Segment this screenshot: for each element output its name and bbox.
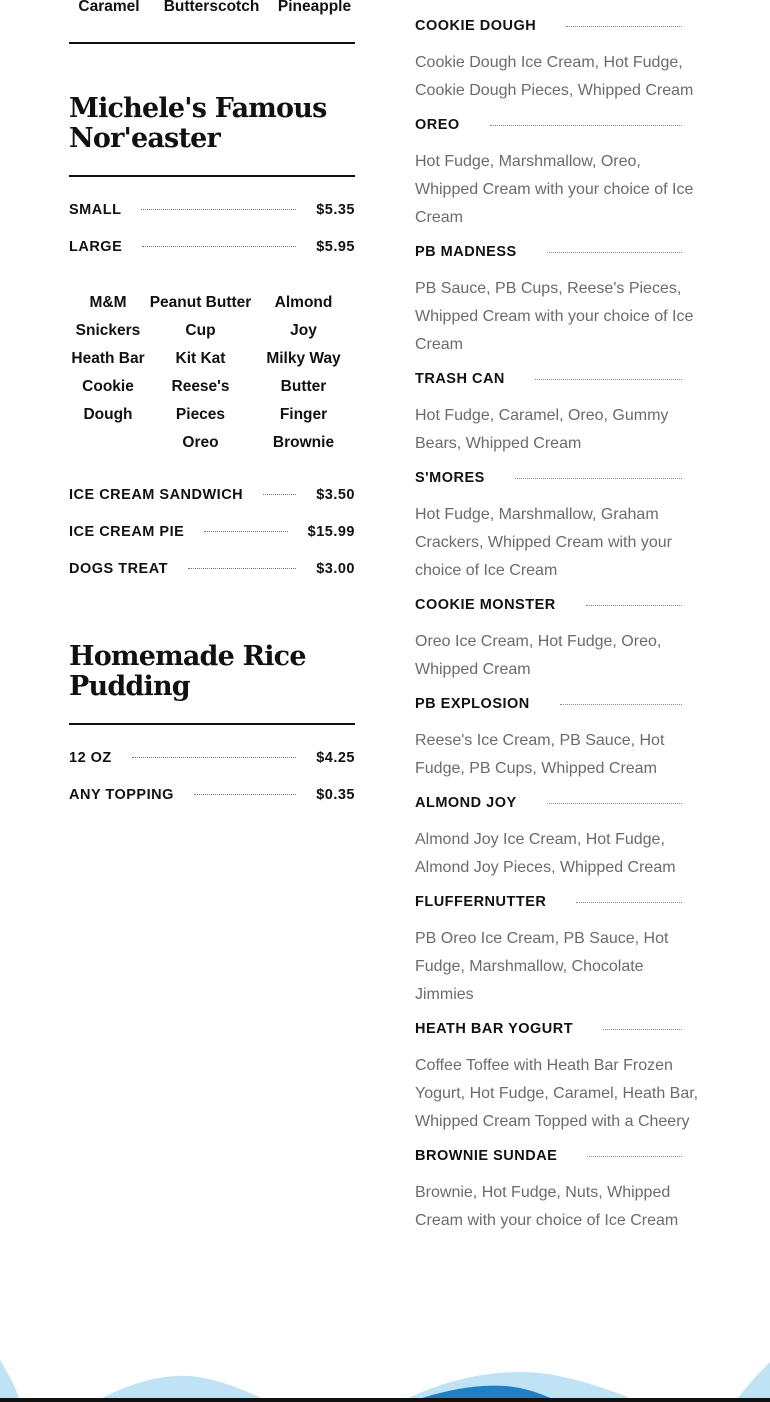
topping-item: Kit Kat [175,350,226,367]
sundae-name: FLUFFERNUTTER [415,894,547,910]
bottom-bar [0,1398,770,1402]
topping-item: Brownie [272,434,335,451]
leader-dots [204,531,287,532]
price-row-large [69,228,355,265]
sundae-description: Coffee Toffee with Heath Bar Frozen Yogurt, Hot Fudge, Caramel, Heath Bar, Whipped Cream Topped with a Cheery [415,1057,699,1130]
item-name: ANY TOPPING [69,786,174,803]
leader-dots [547,252,682,253]
sundae-header [415,368,705,390]
price-row-small [69,191,355,228]
wave-left-edge [0,1360,20,1402]
leader-dots [587,1156,682,1157]
leader-dots [603,1029,682,1030]
item-price: $15.99 [307,523,355,540]
sundae-trash-can [415,368,705,458]
sundae-description: Almond Joy Ice Cream, Hot Fudge, Almond Joy Pieces, Whipped Cream [415,831,676,876]
leader-dots [132,757,296,758]
sundae-smores [415,467,705,585]
sundae-almond-joy [415,792,705,882]
item-price: $4.25 [316,749,355,766]
leader-dots [547,803,682,804]
sundae-header [415,241,705,263]
item-name: LARGE [69,238,123,255]
topping-item: M&M [89,294,127,311]
flavor-caramel: Caramel [78,0,140,15]
sundae-name: HEATH BAR YOGURT [415,1021,574,1037]
leader-dots [560,704,682,705]
sundae-header [415,1018,705,1040]
leader-dots [566,26,682,27]
top-flavor-row [69,0,355,44]
topping-column-3 [252,289,355,457]
flavor-pineapple: Pineapple [277,0,352,15]
sundae-pb-madness [415,241,705,359]
sundae-description: Hot Fudge, Marshmallow, Oreo, Whipped Cream with your choice of Ice Cream [415,153,694,226]
sundae-fluffernutter [415,891,705,1009]
noreaster-title: Michele's Famous Nor'easter [69,93,327,154]
topping-item: Almond [274,294,333,311]
price-row-12oz [69,739,355,776]
sundae-header [415,15,705,37]
sundae-brownie-sundae [415,1145,705,1235]
topping-item: Dough [83,406,133,423]
item-price: $3.50 [316,486,355,503]
price-row-dogs-treat [69,550,355,587]
sundae-name: ALMOND JOY [415,795,517,811]
wave-decoration [0,1342,770,1402]
leader-dots [141,209,296,210]
leader-dots [263,494,296,495]
topping-column-2 [149,289,252,457]
item-price: $5.35 [316,201,355,218]
item-name: SMALL [69,201,122,218]
topping-item: Heath Bar [71,350,145,367]
leader-dots [490,125,682,126]
sundae-name: COOKIE DOUGH [415,18,537,34]
leader-dots [142,246,296,247]
rice-pudding-title: Homemade Rice Pudding [69,641,306,702]
topping-item: Oreo [182,434,219,451]
item-name: 12 OZ [69,749,112,766]
sundae-description: Cookie Dough Ice Cream, Hot Fudge, Cookie Dough Pieces, Whipped Cream [415,54,694,99]
wave-right-edge [735,1362,770,1402]
sundae-name: OREO [415,117,460,133]
sundae-header [415,792,705,814]
leader-dots [194,794,296,795]
leader-dots [535,379,682,380]
topping-item: Finger [279,406,328,423]
sundae-name: COOKIE MONSTER [415,597,556,613]
flavor-butterscotch: Butterscotch [163,0,260,15]
item-price: $5.95 [316,238,355,255]
left-column [69,0,355,813]
sundae-description: PB Sauce, PB Cups, Reese's Pieces, Whipped Cream with your choice of Ice Cream [415,280,694,353]
sundae-header [415,114,705,136]
topping-item: Snickers [75,322,141,339]
sundae-description: Hot Fudge, Caramel, Oreo, Gummy Bears, Whipped Cream [415,407,669,452]
topping-item: Cup [185,322,216,339]
sundae-name: BROWNIE SUNDAE [415,1148,558,1164]
sundae-cookie-dough [415,15,705,105]
leader-dots [586,605,682,606]
sundae-description: Brownie, Hot Fudge, Nuts, Whipped Cream with your choice of Ice Cream [415,1184,679,1229]
sundae-description: PB Oreo Ice Cream, PB Sauce, Hot Fudge, Marshmallow, Chocolate Jimmies [415,930,669,1003]
sundae-description: Oreo Ice Cream, Hot Fudge, Oreo, Whipped Cream [415,633,662,678]
sundae-header [415,693,705,715]
price-row-any-topping [69,776,355,813]
sundae-header [415,1145,705,1167]
leader-dots [576,902,682,903]
item-price: $0.35 [316,786,355,803]
leader-dots [188,568,296,569]
sundae-description: Reese's Ice Cream, PB Sauce, Hot Fudge, PB Cups, Whipped Cream [415,732,665,777]
price-row-ice-cream-pie [69,513,355,550]
sundae-pb-explosion [415,693,705,783]
topping-item: Reese's Pieces [171,378,230,423]
item-price: $3.00 [316,560,355,577]
sundae-header [415,891,705,913]
item-name: ICE CREAM PIE [69,523,185,540]
sundae-name: S'MORES [415,470,485,486]
sundae-header [415,467,705,489]
topping-item: Butter [280,378,327,395]
topping-item: Cookie [82,378,134,395]
sundae-cookie-monster [415,594,705,684]
topping-item: Peanut Butter [149,294,252,311]
sundae-name: TRASH CAN [415,371,505,387]
sundae-heath-bar-yogurt [415,1018,705,1136]
topping-grid [69,289,355,457]
price-row-ice-cream-sandwich [69,476,355,513]
sundae-name: PB EXPLOSION [415,696,530,712]
topping-item: Joy [290,322,317,339]
sundae-name: PB MADNESS [415,244,517,260]
sundae-description: Hot Fudge, Marshmallow, Graham Crackers, Whipped Cream with your choice of Ice Cream [415,506,672,579]
topping-item: Milky Way [266,350,341,367]
sundae-header [415,594,705,616]
sundae-oreo [415,114,705,232]
topping-column-1 [67,289,149,457]
item-name: ICE CREAM SANDWICH [69,486,244,503]
item-name: DOGS TREAT [69,560,168,577]
leader-dots [515,478,682,479]
right-column [415,0,705,1244]
